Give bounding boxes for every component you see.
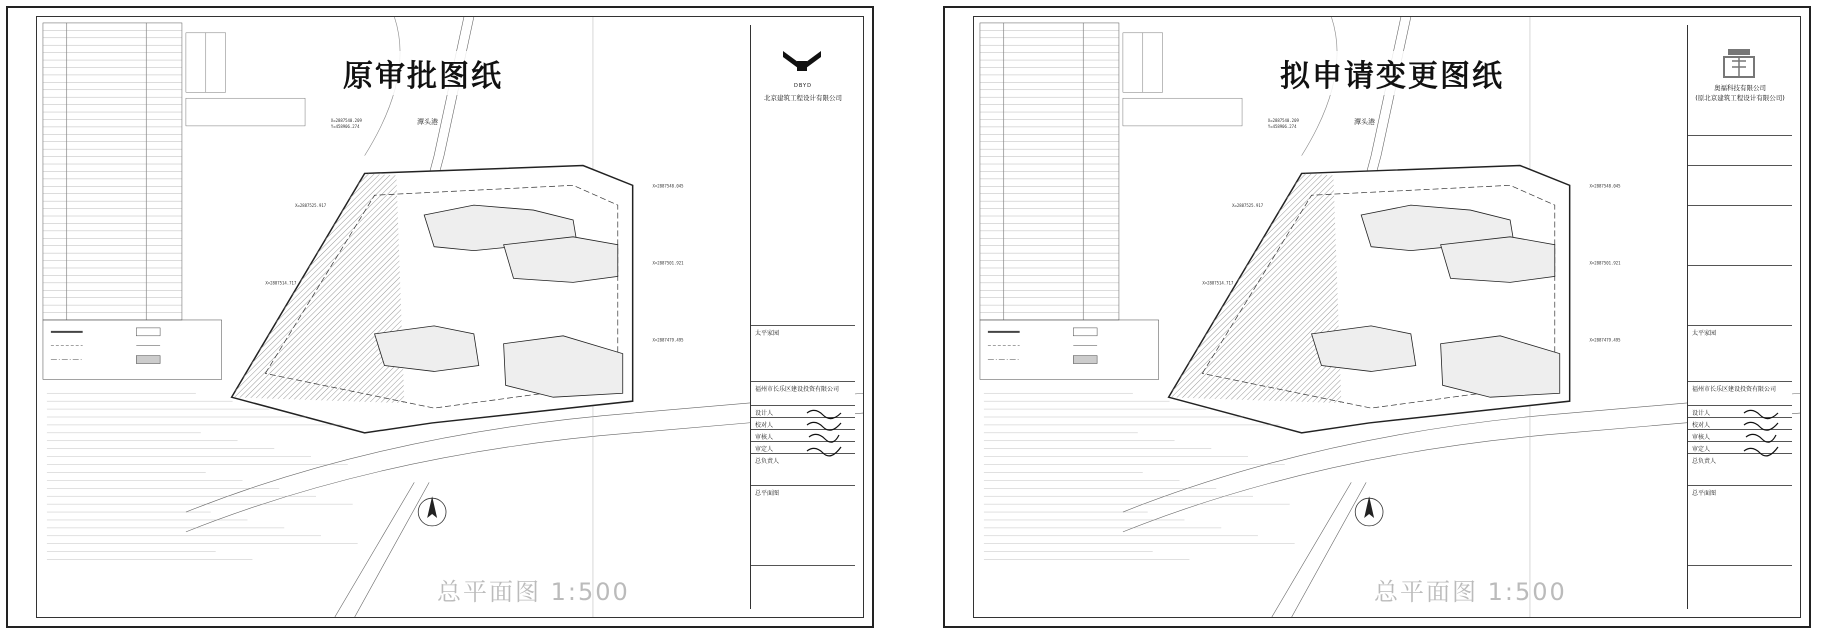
svg-text:X=2887540.209: X=2887540.209 bbox=[330, 117, 362, 123]
north-arrow bbox=[1355, 496, 1383, 526]
svg-text:Y=458906.274: Y=458906.274 bbox=[1267, 123, 1297, 129]
handwritten-signatures bbox=[1742, 407, 1782, 467]
drawing-heading: 拟申请变更图纸 bbox=[1274, 51, 1510, 95]
drawing-frame bbox=[973, 16, 1801, 618]
handwritten-signatures bbox=[805, 407, 845, 467]
company-name: 北京建筑工程设计有限公司 bbox=[764, 94, 842, 102]
river-label: 潭头港 bbox=[1354, 118, 1375, 126]
svg-text:X=2887540.209: X=2887540.209 bbox=[1267, 117, 1299, 123]
original-approved-drawing bbox=[6, 6, 874, 628]
drawing-name: 总平面图 bbox=[751, 485, 855, 501]
svg-text:Y=458906.274: Y=458906.274 bbox=[330, 123, 360, 129]
tb-row bbox=[1688, 205, 1792, 221]
tb-row bbox=[1688, 265, 1792, 281]
svg-text:X=2887501.921: X=2887501.921 bbox=[652, 260, 684, 266]
signature-title-2: 校对人 bbox=[751, 417, 855, 429]
svg-text:X=2887501.921: X=2887501.921 bbox=[1589, 260, 1621, 266]
signature-title-4: 审定人 bbox=[1688, 441, 1792, 453]
svg-text:X=2887479.495: X=2887479.495 bbox=[652, 337, 684, 343]
drawing-heading: 原审批图纸 bbox=[337, 51, 509, 95]
signature-title-2: 校对人 bbox=[1688, 417, 1792, 429]
drawing-frame bbox=[36, 16, 864, 618]
signature-title-5: 总负责人 bbox=[1688, 453, 1792, 465]
drawing-name: 总平面图 bbox=[1688, 485, 1792, 501]
client-name: 福州市长乐区建设投资有限公司 bbox=[751, 381, 855, 397]
company-former-name: (原北京建筑工程设计有限公司) bbox=[1695, 94, 1785, 102]
svg-text:X=2887525.917: X=2887525.917 bbox=[295, 203, 327, 209]
signature-title-1: 设计人 bbox=[751, 405, 855, 417]
area-table bbox=[1123, 33, 1242, 126]
site-plan-drawing bbox=[37, 17, 863, 617]
tb-row bbox=[1688, 165, 1792, 181]
tb-row bbox=[1688, 135, 1792, 151]
svg-text:X=2887514.717: X=2887514.717 bbox=[265, 280, 297, 286]
project-name: 太平家园 bbox=[1688, 325, 1792, 343]
signature-title-5: 总负责人 bbox=[751, 453, 855, 465]
svg-text:X=2887525.917: X=2887525.917 bbox=[1232, 203, 1264, 209]
signature-title-3: 审核人 bbox=[1688, 429, 1792, 441]
drawing-number-cell bbox=[1688, 565, 1792, 613]
client-name: 福州市长乐区建设投资有限公司 bbox=[1688, 381, 1792, 397]
legend bbox=[43, 320, 222, 379]
signature-title-4: 审定人 bbox=[751, 441, 855, 453]
title-block bbox=[750, 25, 855, 609]
north-arrow bbox=[418, 496, 446, 526]
svg-text:X=2887479.495: X=2887479.495 bbox=[1589, 337, 1621, 343]
title-block bbox=[1687, 25, 1792, 609]
svg-text:X=2887548.045: X=2887548.045 bbox=[1589, 183, 1621, 189]
drawing-scale-label: 总平面图 1:500 bbox=[1374, 578, 1567, 606]
company-logo-icon bbox=[779, 47, 825, 79]
area-table bbox=[186, 33, 305, 126]
signature-title-3: 审核人 bbox=[751, 429, 855, 441]
svg-text:X=2887548.045: X=2887548.045 bbox=[652, 183, 684, 189]
legend bbox=[980, 320, 1159, 379]
svg-text:X=2887514.717: X=2887514.717 bbox=[1202, 280, 1234, 286]
company-logo-icon bbox=[1716, 47, 1762, 79]
river-label: 潭头港 bbox=[417, 118, 438, 126]
signature-title-1: 设计人 bbox=[1688, 405, 1792, 417]
company-name: 奥福科技有限公司 bbox=[1714, 84, 1766, 92]
drawing-number-cell bbox=[751, 565, 855, 613]
logo-caption: DBYD bbox=[794, 83, 812, 89]
project-name: 太平家园 bbox=[751, 325, 855, 343]
drawing-scale-label: 总平面图 1:500 bbox=[437, 578, 630, 606]
site-plan-drawing bbox=[974, 17, 1800, 617]
proposed-change-drawing bbox=[943, 6, 1811, 628]
